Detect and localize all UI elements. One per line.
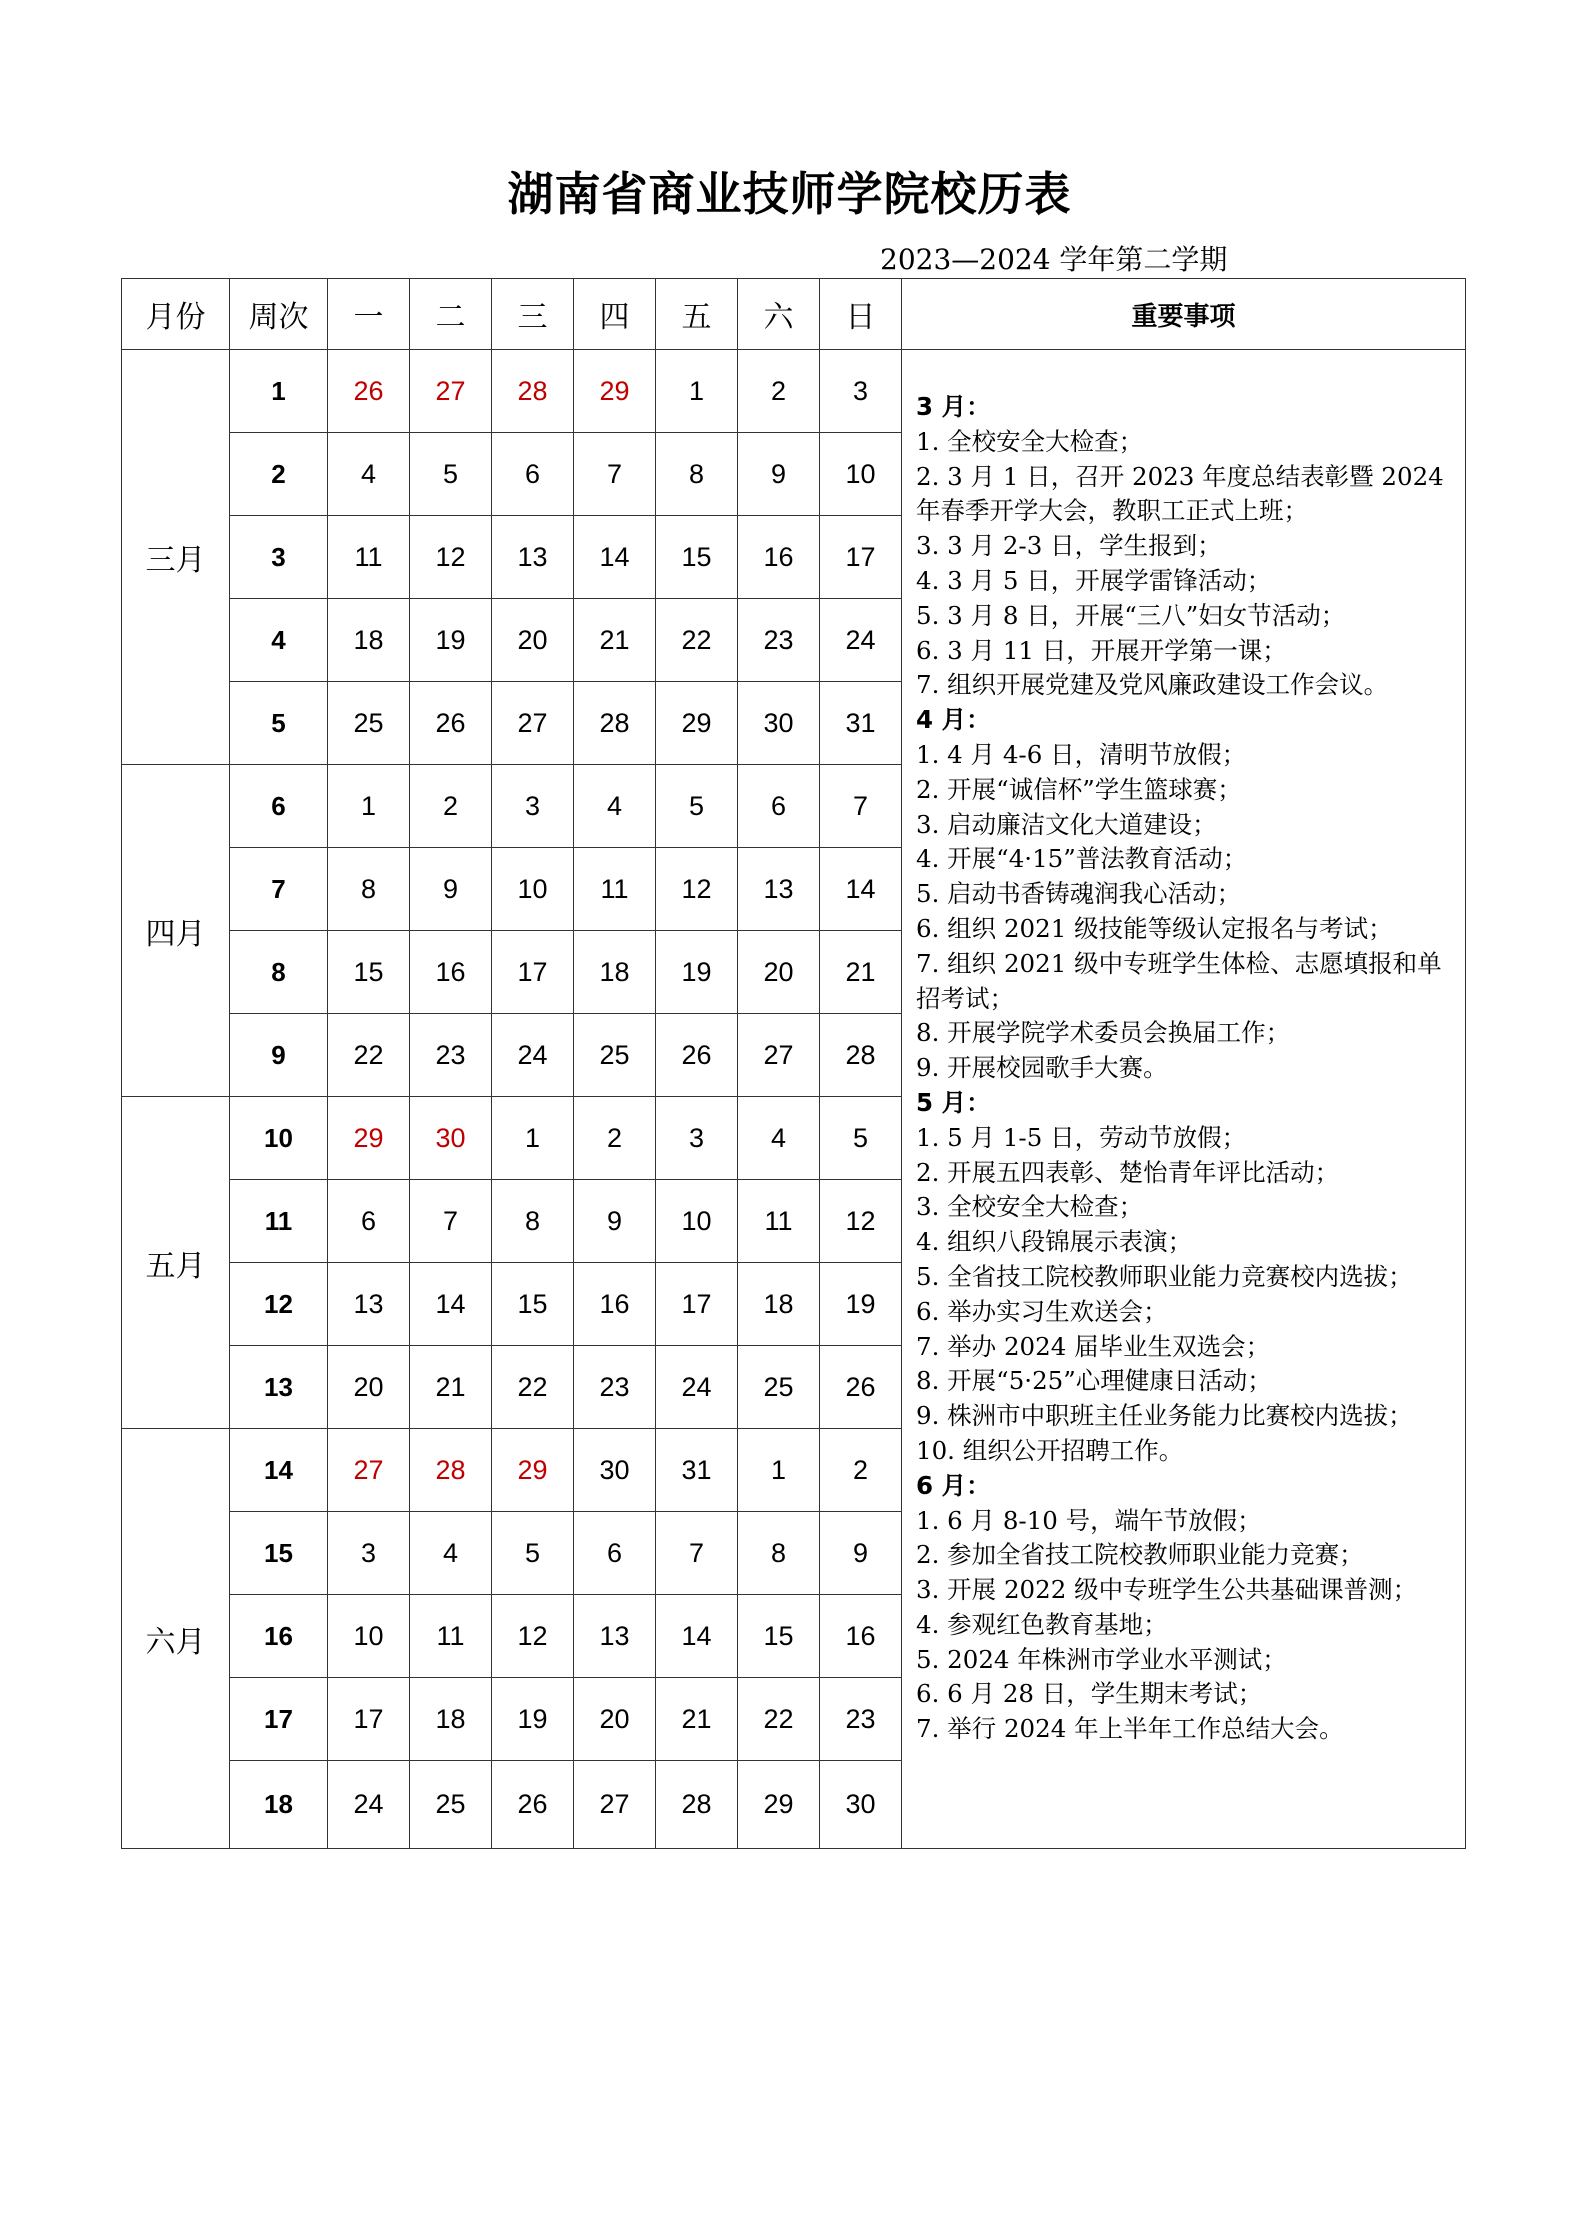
day-cell: 31 xyxy=(820,682,902,765)
header-day-mon: 一 xyxy=(328,279,410,350)
event-item: 4. 参观红色教育基地； xyxy=(916,1609,1168,1639)
day-cell: 14 xyxy=(820,848,902,931)
week-number: 11 xyxy=(230,1180,328,1263)
day-cell: 28 xyxy=(574,682,656,765)
day-cell: 23 xyxy=(410,1014,492,1097)
day-cell: 31 xyxy=(656,1429,738,1512)
day-cell: 26 xyxy=(492,1761,574,1849)
day-cell: 22 xyxy=(738,1678,820,1761)
day-cell: 28 xyxy=(820,1014,902,1097)
day-cell: 17 xyxy=(656,1263,738,1346)
day-cell: 29 xyxy=(492,1429,574,1512)
event-item: 2. 开展五四表彰、楚怡青年评比活动； xyxy=(916,1157,1340,1187)
day-cell: 3 xyxy=(656,1097,738,1180)
week-number: 16 xyxy=(230,1595,328,1678)
day-cell: 18 xyxy=(574,931,656,1014)
day-cell: 27 xyxy=(492,682,574,765)
day-cell: 6 xyxy=(492,433,574,516)
day-cell: 30 xyxy=(574,1429,656,1512)
event-item: 7. 组织 2021 级中专班学生体检、志愿填报和单招考试； xyxy=(916,948,1442,1013)
month-label: 四月 xyxy=(122,765,230,1097)
day-cell: 9 xyxy=(410,848,492,931)
day-cell: 30 xyxy=(738,682,820,765)
event-item: 9. 株洲市中职班主任业务能力比赛校内选拔； xyxy=(916,1401,1413,1431)
day-cell: 29 xyxy=(328,1097,410,1180)
event-item: 3. 启动廉洁文化大道建设； xyxy=(916,809,1217,839)
day-cell: 15 xyxy=(656,516,738,599)
page-title: 湖南省商业技师学院校历表 xyxy=(507,167,1072,221)
header-day-tue: 二 xyxy=(410,279,492,350)
day-cell: 6 xyxy=(738,765,820,848)
day-cell: 27 xyxy=(574,1761,656,1849)
day-cell: 11 xyxy=(328,516,410,599)
event-item: 6. 3 月 11 日，开展开学第一课； xyxy=(916,635,1287,665)
day-cell: 14 xyxy=(574,516,656,599)
day-cell: 4 xyxy=(574,765,656,848)
day-cell: 24 xyxy=(820,599,902,682)
day-cell: 10 xyxy=(820,433,902,516)
day-cell: 22 xyxy=(656,599,738,682)
day-cell: 18 xyxy=(410,1678,492,1761)
day-cell: 25 xyxy=(328,682,410,765)
week-number: 15 xyxy=(230,1512,328,1595)
week-number: 6 xyxy=(230,765,328,848)
event-item: 4. 组织八段锦展示表演； xyxy=(916,1227,1193,1257)
header-day-thu: 四 xyxy=(574,279,656,350)
event-item: 5. 启动书香铸魂润我心活动； xyxy=(916,879,1242,909)
day-cell: 13 xyxy=(328,1263,410,1346)
semester-subtitle: 2023—2024 学年第二学期 xyxy=(880,243,1228,276)
week-number: 12 xyxy=(230,1263,328,1346)
day-cell: 16 xyxy=(574,1263,656,1346)
week-number: 18 xyxy=(230,1761,328,1849)
day-cell: 12 xyxy=(656,848,738,931)
day-cell: 8 xyxy=(656,433,738,516)
week-number: 14 xyxy=(230,1429,328,1512)
event-item: 7. 举行 2024 年上半年工作总结大会。 xyxy=(916,1714,1344,1744)
event-item: 1. 全校安全大检查； xyxy=(916,426,1144,456)
event-item: 5. 2024 年株洲市学业水平测试； xyxy=(916,1644,1287,1674)
day-cell: 28 xyxy=(492,350,574,433)
header-month: 月份 xyxy=(122,279,230,350)
day-cell: 6 xyxy=(328,1180,410,1263)
month-label: 六月 xyxy=(122,1429,230,1849)
event-item: 1. 5 月 1-5 日，劳动节放假； xyxy=(916,1122,1247,1152)
day-cell: 2 xyxy=(574,1097,656,1180)
day-cell: 5 xyxy=(820,1097,902,1180)
event-item: 9. 开展校园歌手大赛。 xyxy=(916,1053,1168,1083)
event-item: 3. 开展 2022 级中专班学生公共基础课普测； xyxy=(916,1575,1418,1605)
day-cell: 6 xyxy=(574,1512,656,1595)
day-cell: 25 xyxy=(574,1014,656,1097)
day-cell: 27 xyxy=(328,1429,410,1512)
event-item: 2. 参加全省技工院校教师职业能力竞赛； xyxy=(916,1540,1364,1570)
event-item: 6. 6 月 28 日，学生期末考试； xyxy=(916,1679,1263,1709)
event-item: 2. 3 月 1 日，召开 2023 年度总结表彰暨 2024 年春季开学大会，教职工正式上班； xyxy=(916,461,1444,526)
day-cell: 10 xyxy=(656,1180,738,1263)
month-label: 三月 xyxy=(122,350,230,765)
day-cell: 22 xyxy=(492,1346,574,1429)
events-month-heading: 5 月： xyxy=(916,1087,991,1117)
day-cell: 26 xyxy=(328,350,410,433)
week-number: 5 xyxy=(230,682,328,765)
day-cell: 7 xyxy=(410,1180,492,1263)
day-cell: 19 xyxy=(410,599,492,682)
day-cell: 23 xyxy=(574,1346,656,1429)
event-item: 8. 开展学院学术委员会换届工作； xyxy=(916,1018,1291,1048)
day-cell: 27 xyxy=(738,1014,820,1097)
day-cell: 15 xyxy=(328,931,410,1014)
day-cell: 24 xyxy=(492,1014,574,1097)
event-item: 4. 3 月 5 日，开展学雷锋活动； xyxy=(916,565,1272,595)
events-month-heading: 3 月： xyxy=(916,392,991,421)
day-cell: 17 xyxy=(328,1678,410,1761)
day-cell: 4 xyxy=(410,1512,492,1595)
events-month-heading: 6 月： xyxy=(916,1470,991,1500)
day-cell: 2 xyxy=(820,1429,902,1512)
day-cell: 30 xyxy=(820,1761,902,1849)
day-cell: 26 xyxy=(410,682,492,765)
calendar-body xyxy=(122,350,1466,1849)
day-cell: 21 xyxy=(820,931,902,1014)
day-cell: 2 xyxy=(410,765,492,848)
important-events xyxy=(902,350,1466,1849)
day-cell: 11 xyxy=(574,848,656,931)
day-cell: 12 xyxy=(410,516,492,599)
day-cell: 29 xyxy=(574,350,656,433)
week-number: 2 xyxy=(230,433,328,516)
day-cell: 26 xyxy=(656,1014,738,1097)
day-cell: 17 xyxy=(492,931,574,1014)
day-cell: 16 xyxy=(410,931,492,1014)
week-number: 13 xyxy=(230,1346,328,1429)
day-cell: 13 xyxy=(738,848,820,931)
day-cell: 29 xyxy=(656,682,738,765)
event-item: 3. 全校安全大检查； xyxy=(916,1192,1144,1222)
event-item: 3. 3 月 2-3 日，学生报到； xyxy=(916,531,1222,561)
day-cell: 1 xyxy=(492,1097,574,1180)
event-item: 6. 举办实习生欢送会； xyxy=(916,1296,1168,1326)
header-week: 周次 xyxy=(230,279,328,350)
day-cell: 24 xyxy=(328,1761,410,1849)
day-cell: 5 xyxy=(492,1512,574,1595)
day-cell: 5 xyxy=(410,433,492,516)
event-item: 5. 3 月 8 日，开展“三八”妇女节活动； xyxy=(916,600,1346,630)
day-cell: 20 xyxy=(492,599,574,682)
day-cell: 7 xyxy=(656,1512,738,1595)
day-cell: 13 xyxy=(492,516,574,599)
day-cell: 12 xyxy=(492,1595,574,1678)
day-cell: 23 xyxy=(820,1678,902,1761)
header-day-wed: 三 xyxy=(492,279,574,350)
day-cell: 20 xyxy=(574,1678,656,1761)
day-cell: 21 xyxy=(574,599,656,682)
day-cell: 25 xyxy=(410,1761,492,1849)
day-cell: 9 xyxy=(738,433,820,516)
calendar-table xyxy=(121,278,1466,1849)
day-cell: 16 xyxy=(738,516,820,599)
day-cell: 16 xyxy=(820,1595,902,1678)
event-item: 8. 开展“5·25”心理健康日活动； xyxy=(916,1366,1272,1396)
day-cell: 23 xyxy=(738,599,820,682)
day-cell: 15 xyxy=(738,1595,820,1678)
day-cell: 25 xyxy=(738,1346,820,1429)
event-item: 2. 开展“诚信杯”学生篮球赛； xyxy=(916,774,1242,804)
day-cell: 18 xyxy=(328,599,410,682)
day-cell: 9 xyxy=(574,1180,656,1263)
day-cell: 13 xyxy=(574,1595,656,1678)
day-cell: 3 xyxy=(492,765,574,848)
week-row xyxy=(122,350,1466,433)
day-cell: 29 xyxy=(738,1761,820,1849)
day-cell: 8 xyxy=(328,848,410,931)
day-cell: 10 xyxy=(492,848,574,931)
day-cell: 2 xyxy=(738,350,820,433)
day-cell: 1 xyxy=(656,350,738,433)
day-cell: 1 xyxy=(738,1429,820,1512)
day-cell: 15 xyxy=(492,1263,574,1346)
day-cell: 22 xyxy=(328,1014,410,1097)
day-cell: 14 xyxy=(656,1595,738,1678)
day-cell: 19 xyxy=(656,931,738,1014)
event-item: 7. 举办 2024 届毕业生双选会； xyxy=(916,1331,1271,1361)
day-cell: 3 xyxy=(820,350,902,433)
day-cell: 28 xyxy=(410,1429,492,1512)
day-cell: 11 xyxy=(738,1180,820,1263)
day-cell: 12 xyxy=(820,1180,902,1263)
week-number: 8 xyxy=(230,931,328,1014)
day-cell: 7 xyxy=(820,765,902,848)
header-day-sun: 日 xyxy=(820,279,902,350)
week-number: 4 xyxy=(230,599,328,682)
day-cell: 20 xyxy=(738,931,820,1014)
header-day-fri: 五 xyxy=(656,279,738,350)
day-cell: 4 xyxy=(328,433,410,516)
events-month-heading: 4 月： xyxy=(916,705,991,735)
header-row xyxy=(122,279,1466,350)
week-number: 3 xyxy=(230,516,328,599)
day-cell: 8 xyxy=(492,1180,574,1263)
day-cell: 21 xyxy=(656,1678,738,1761)
day-cell: 19 xyxy=(820,1263,902,1346)
week-number: 7 xyxy=(230,848,328,931)
week-number: 9 xyxy=(230,1014,328,1097)
day-cell: 28 xyxy=(656,1761,738,1849)
event-item: 7. 组织开展党建及党风廉政建设工作会议。 xyxy=(916,670,1389,700)
day-cell: 3 xyxy=(328,1512,410,1595)
day-cell: 19 xyxy=(492,1678,574,1761)
day-cell: 17 xyxy=(820,516,902,599)
event-item: 10. 组织公开招聘工作。 xyxy=(916,1435,1184,1465)
day-cell: 18 xyxy=(738,1263,820,1346)
day-cell: 27 xyxy=(410,350,492,433)
event-item: 6. 组织 2021 级技能等级认定报名与考试； xyxy=(916,913,1393,943)
week-number: 10 xyxy=(230,1097,328,1180)
week-number: 1 xyxy=(230,350,328,433)
day-cell: 7 xyxy=(574,433,656,516)
event-item: 1. 6 月 8-10 号，端午节放假； xyxy=(916,1505,1262,1535)
header-events: 重要事项 xyxy=(902,279,1466,350)
day-cell: 26 xyxy=(820,1346,902,1429)
week-number: 17 xyxy=(230,1678,328,1761)
header-day-sat: 六 xyxy=(738,279,820,350)
day-cell: 20 xyxy=(328,1346,410,1429)
day-cell: 5 xyxy=(656,765,738,848)
month-label: 五月 xyxy=(122,1097,230,1429)
day-cell: 10 xyxy=(328,1595,410,1678)
day-cell: 11 xyxy=(410,1595,492,1678)
day-cell: 9 xyxy=(820,1512,902,1595)
day-cell: 14 xyxy=(410,1263,492,1346)
event-item: 5. 全省技工院校教师职业能力竞赛校内选拔； xyxy=(916,1261,1413,1291)
day-cell: 21 xyxy=(410,1346,492,1429)
day-cell: 4 xyxy=(738,1097,820,1180)
event-item: 4. 开展“4·15”普法教育活动； xyxy=(916,844,1248,874)
day-cell: 1 xyxy=(328,765,410,848)
event-item: 1. 4 月 4-6 日，清明节放假； xyxy=(916,739,1247,769)
day-cell: 30 xyxy=(410,1097,492,1180)
day-cell: 24 xyxy=(656,1346,738,1429)
day-cell: 8 xyxy=(738,1512,820,1595)
